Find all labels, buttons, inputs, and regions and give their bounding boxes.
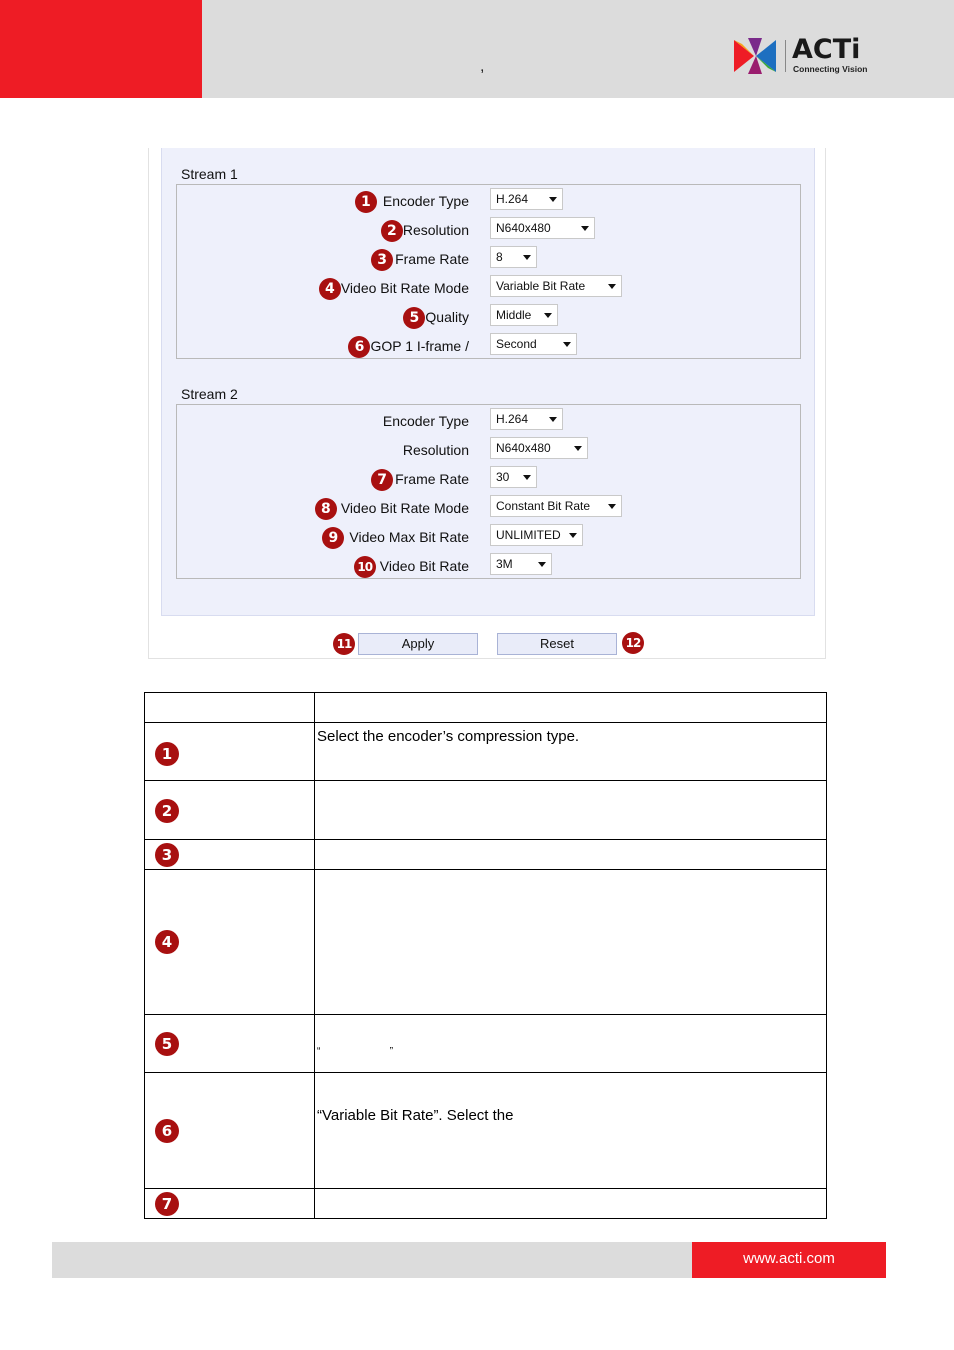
stream1-encoder-type-label: 1 Encoder Type	[355, 190, 469, 212]
header-red-block	[0, 0, 202, 98]
table-row	[145, 1189, 827, 1219]
chevron-down-icon	[608, 504, 616, 509]
logo-tagline: Connecting Vision	[793, 64, 868, 74]
stream2-bitrate-mode-label: 8 Video Bit Rate Mode	[315, 497, 469, 519]
table-row	[145, 723, 827, 781]
stream1-frame-rate-select[interactable]: 8	[490, 246, 537, 268]
stream1-quality-select[interactable]: Middle	[490, 304, 558, 326]
callout-4-icon: 4	[155, 930, 179, 954]
stream1-resolution-select[interactable]: N640x480	[490, 217, 595, 239]
stream2-resolution-label: Resolution	[402, 442, 469, 458]
stream1-quality-label: 5 Quality	[403, 306, 469, 328]
callout-5-icon: 5	[403, 307, 425, 329]
stream2-frame-rate-select[interactable]: 30	[490, 466, 537, 488]
callout-8-icon: 8	[315, 498, 337, 520]
stream2-bitrate-select[interactable]: 3M	[490, 553, 552, 575]
callout-3-icon: 3	[155, 843, 179, 867]
callout-5-icon: 5	[155, 1032, 179, 1056]
stream1-gop-select[interactable]: Second	[490, 333, 577, 355]
table-cell-text: “Variable Bit Rate”. Select the	[315, 1073, 827, 1189]
stream1-gop-label: 6 GOP 1 I-frame /	[348, 335, 469, 357]
chevron-down-icon	[549, 417, 557, 422]
stream2-bitrate-label: 10 Video Bit Rate	[354, 555, 469, 577]
stream2-encoder-type-label: Encoder Type	[382, 413, 469, 429]
apply-button[interactable]: Apply	[358, 633, 478, 655]
logo-divider	[785, 40, 786, 72]
table-cell-text	[315, 870, 827, 1015]
callout-3-icon: 3	[371, 249, 393, 271]
chevron-down-icon	[523, 475, 531, 480]
callout-9-icon: 9	[322, 527, 344, 549]
stream1-frame-rate-label: 3 Frame Rate	[371, 248, 469, 270]
table-header-cell-2	[315, 693, 827, 723]
callout-4-icon: 4	[319, 278, 341, 300]
stream2-max-bitrate-select[interactable]: UNLIMITED	[490, 524, 583, 546]
stream1-bitrate-mode-select[interactable]: Variable Bit Rate	[490, 275, 622, 297]
settings-description-table	[144, 692, 827, 1219]
acti-logo	[734, 34, 874, 78]
table-row	[145, 1015, 827, 1073]
stream2-resolution-select[interactable]: N640x480	[490, 437, 588, 459]
reset-button[interactable]: Reset	[497, 633, 617, 655]
callout-7-icon: 7	[371, 469, 393, 491]
table-row	[145, 781, 827, 840]
stream1-encoder-type-select[interactable]: H.264	[490, 188, 563, 210]
table-row	[145, 1073, 827, 1189]
stream1-resolution-label: 2 Resolution	[381, 219, 469, 241]
callout-2-icon: 2	[155, 799, 179, 823]
stream1-group	[176, 184, 801, 359]
stream2-title: Stream 2	[181, 386, 238, 402]
callout-6-icon: 6	[155, 1119, 179, 1143]
logo-text: ACTi	[792, 34, 861, 65]
callout-6-icon: 6	[348, 336, 370, 358]
stream1-bitrate-mode-label: 4 Video Bit Rate Mode	[319, 277, 469, 299]
chevron-down-icon	[549, 197, 557, 202]
chevron-down-icon	[608, 284, 616, 289]
chevron-down-icon	[523, 255, 531, 260]
chevron-down-icon	[538, 562, 546, 567]
callout-7-icon: 7	[155, 1192, 179, 1216]
callout-11-icon: 11	[333, 633, 355, 655]
bowtie-logo-icon	[734, 38, 778, 74]
header-comma: ,	[480, 58, 485, 75]
table-cell-text	[315, 1189, 827, 1219]
stream2-group	[176, 404, 801, 579]
chevron-down-icon	[563, 342, 571, 347]
table-cell-text: Select the encoder’s compression type.	[315, 723, 827, 781]
table-cell-text: “ ”	[315, 1015, 827, 1073]
callout-12-icon: 12	[622, 632, 644, 654]
callout-2-icon: 2	[381, 220, 403, 242]
table-row	[145, 870, 827, 1015]
table-cell-text	[315, 840, 827, 870]
stream2-frame-rate-label: 7 Frame Rate	[371, 468, 469, 490]
table-row	[145, 693, 827, 723]
table-cell-text	[315, 781, 827, 840]
stream2-bitrate-mode-select[interactable]: Constant Bit Rate	[490, 495, 622, 517]
callout-10-icon: 10	[354, 556, 376, 578]
stream1-title: Stream 1	[181, 166, 238, 182]
chevron-down-icon	[544, 313, 552, 318]
callout-1-icon: 1	[155, 742, 179, 766]
footer-url-link[interactable]: www.acti.com	[692, 1242, 886, 1278]
stream2-encoder-type-select[interactable]: H.264	[490, 408, 563, 430]
chevron-down-icon	[574, 446, 582, 451]
table-header-cell-1	[145, 693, 315, 723]
stream2-max-bitrate-label: 9 Video Max Bit Rate	[322, 526, 469, 548]
chevron-down-icon	[569, 533, 577, 538]
callout-1-icon: 1	[355, 191, 377, 213]
chevron-down-icon	[581, 226, 589, 231]
table-row	[145, 840, 827, 870]
